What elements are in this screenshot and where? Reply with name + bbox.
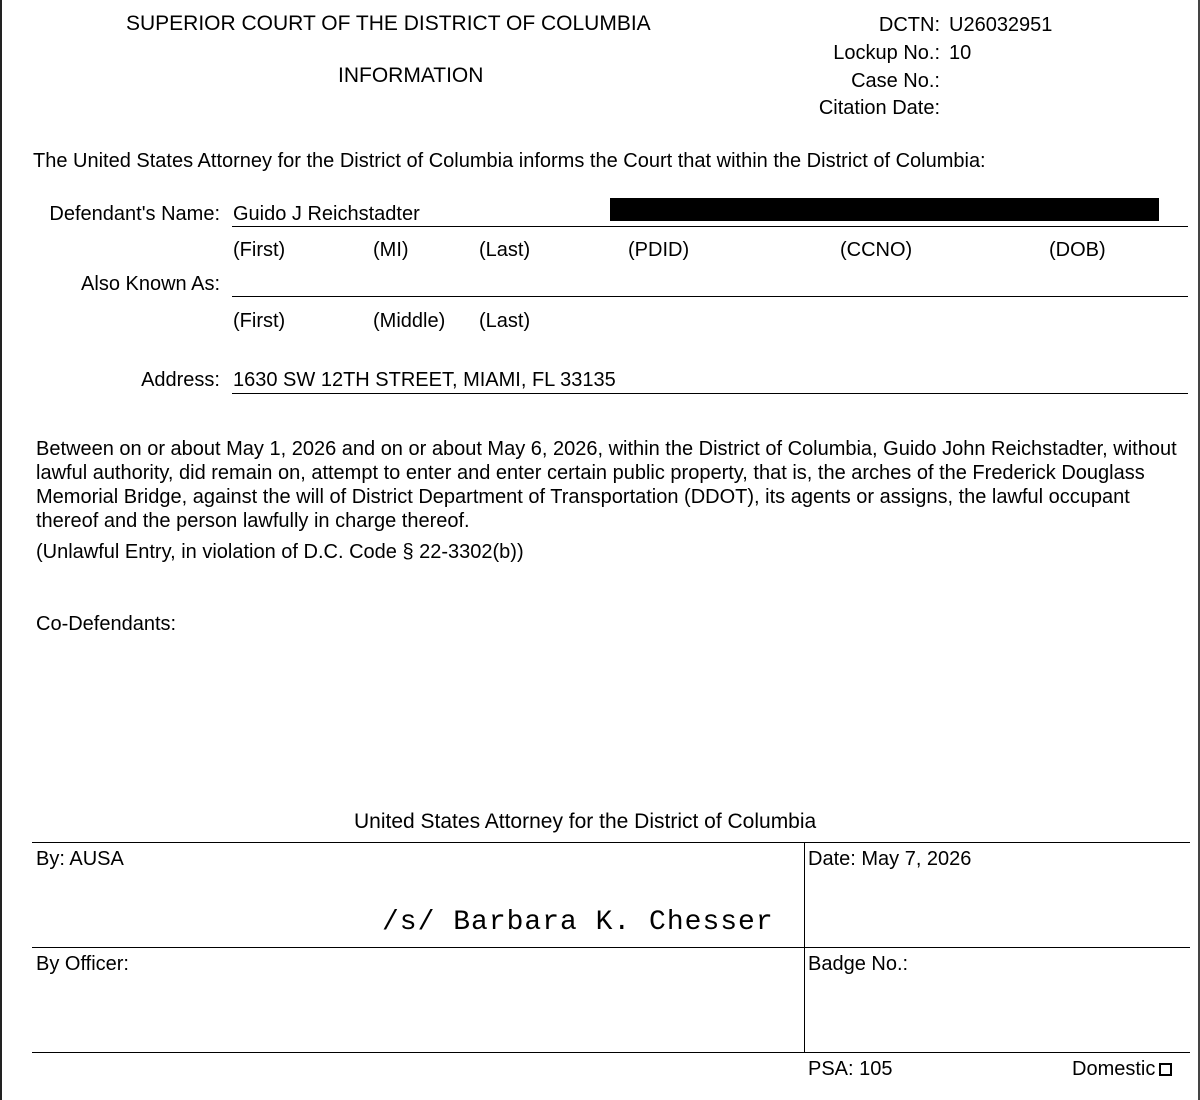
name-first-caption: (First): [233, 239, 286, 261]
pdid-caption: (PDID): [628, 239, 690, 261]
dob-caption: (DOB): [1049, 239, 1106, 261]
intro-statement: The United States Attorney for the District of Columbia informs the Court that within the District of Columbia:: [33, 150, 986, 172]
aka-line: [232, 296, 1188, 297]
name-mi-caption: (MI): [373, 239, 409, 261]
dctn-label: DCTN:: [878, 14, 940, 36]
ausa-signature: /s/ Barbara K. Chesser: [382, 907, 774, 938]
by-ausa-label: By: AUSA: [36, 848, 124, 870]
aka-middle-caption: (Middle): [373, 310, 446, 332]
citation-date-label: Citation Date:: [818, 97, 940, 119]
address-value: 1630 SW 12TH STREET, MIAMI, FL 33135: [233, 369, 616, 391]
charge-paragraph: Between on or about May 1, 2026 and on or about May 6, 2026, within the District of Columbia, Guido John Reichstadter, without lawful authority, did remain on, attempt to enter and enter certain public property, that is, the arches of the Frederick Douglass Memorial Bridge, against the will of District Department of Transportation (DDOT), its agents or assigns, the lawful occupant thereof and the person lawfully in charge thereof.: [36, 438, 1177, 532]
by-officer-label: By Officer:: [36, 953, 129, 975]
defendant-name-label: Defendant's Name:: [49, 203, 220, 225]
lockup-value: 10: [949, 42, 972, 64]
aka-label: Also Known As:: [81, 273, 220, 295]
court-title: SUPERIOR COURT OF THE DISTRICT OF COLUMBIA: [126, 12, 651, 35]
signature-middle-line: [32, 947, 1190, 948]
domestic-field: [1072, 1057, 1172, 1081]
lockup-label: Lockup No.:: [833, 42, 940, 64]
page-left-edge: [0, 0, 2, 1100]
us-attorney-office: United States Attorney for the District of Columbia: [354, 810, 817, 833]
dctn-value: U26032951: [949, 14, 1053, 36]
address-label: Address:: [141, 369, 220, 391]
case-number-label: Case No.:: [851, 70, 940, 92]
aka-first-caption: (First): [233, 310, 286, 332]
codefendants-label: Co-Defendants:: [36, 613, 177, 635]
document-type-title: INFORMATION: [338, 64, 484, 87]
domestic-checkbox[interactable]: [1159, 1063, 1172, 1076]
defendant-name-value: Guido J Reichstadter: [233, 203, 420, 225]
psa-label: PSA: 105: [808, 1058, 893, 1080]
signature-date: Date: May 7, 2026: [808, 848, 972, 870]
signature-top-line: [32, 842, 1190, 843]
ccno-caption: (CCNO): [840, 239, 913, 261]
defendant-name-line: [232, 226, 1188, 227]
aka-last-caption: (Last): [479, 310, 531, 332]
signature-bottom-line: [32, 1052, 1190, 1053]
address-line: [232, 393, 1188, 394]
domestic-label: Domestic: [1072, 1058, 1156, 1080]
name-last-caption: (Last): [479, 239, 531, 261]
badge-number-label: Badge No.:: [808, 953, 909, 975]
redaction-bar: [610, 198, 1159, 221]
charge-citation: (Unlawful Entry, in violation of D.C. Code § 22-3302(b)): [36, 541, 524, 563]
